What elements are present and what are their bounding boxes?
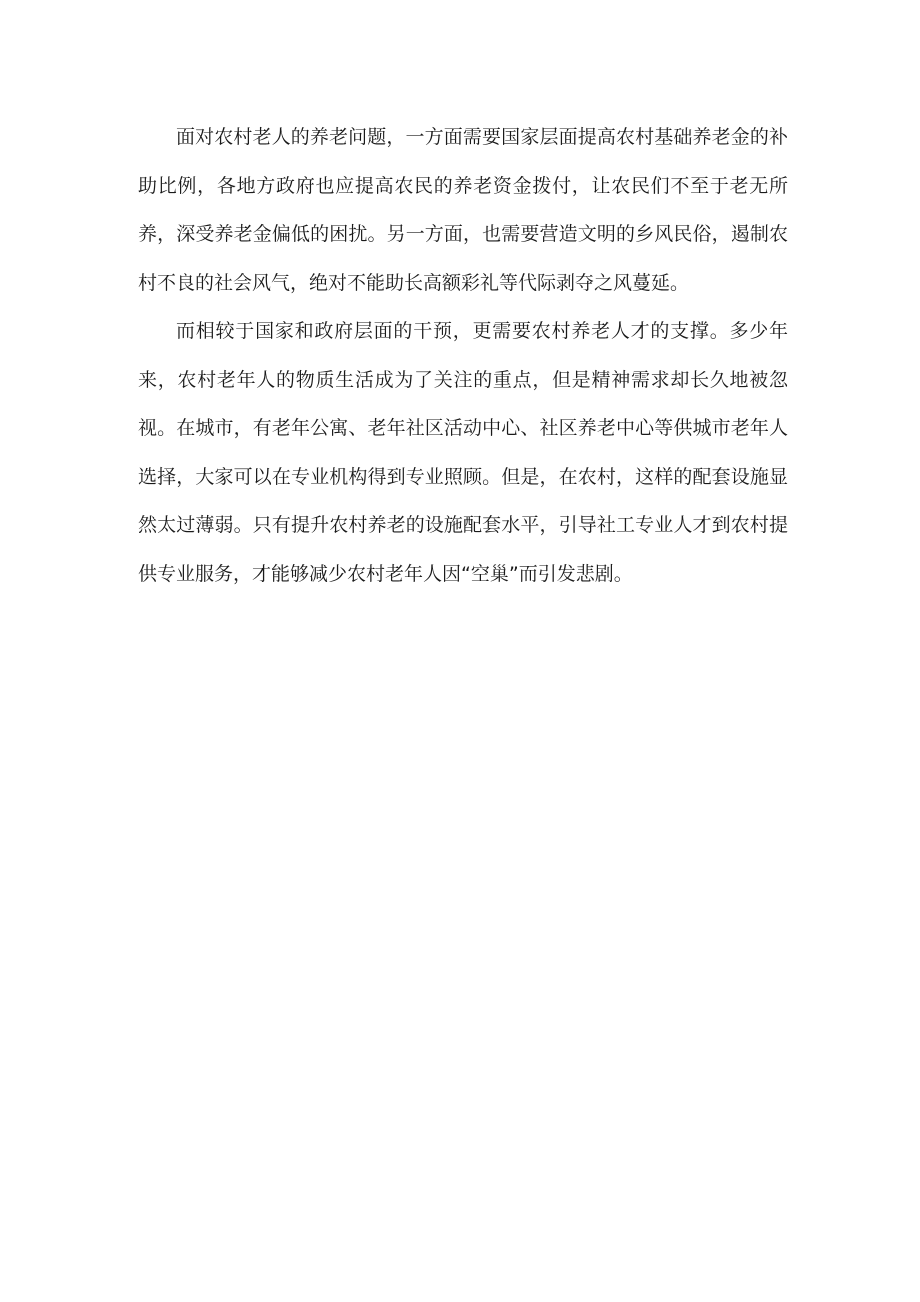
paragraph-2: 而相较于国家和政府层面的干预，更需要农村养老人才的支撑。多少年来，农村老年人的物质生活成为了关注的重点，但是精神需求却长久地被忽视。在城市，有老年公寓、老年社区活动中心、社区养老中心等供城市老年人选择，大家可以在专业机构得到专业照顾。但是，在农村，这样的配套设施显然太过薄弱。只有提升农村养老的设施配套水平，引导社工专业人才到农村提供专业服务，才能够减少农村老年人因“空巢”而引发悲剧。 [138,320,788,585]
paragraph-1: 面对农村老人的养老问题，一方面需要国家层面提高农村基础养老金的补助比例，各地方政府也应提高农民的养老资金拨付，让农民们不至于老无所养，深受养老金偏低的困扰。另一方面，也需要营造文明的乡风民俗，遏制农村不良的社会风气，绝对不能助长高额彩礼等代际剥夺之风蔓延。 [138,126,788,294]
document-body [138,113,788,598]
